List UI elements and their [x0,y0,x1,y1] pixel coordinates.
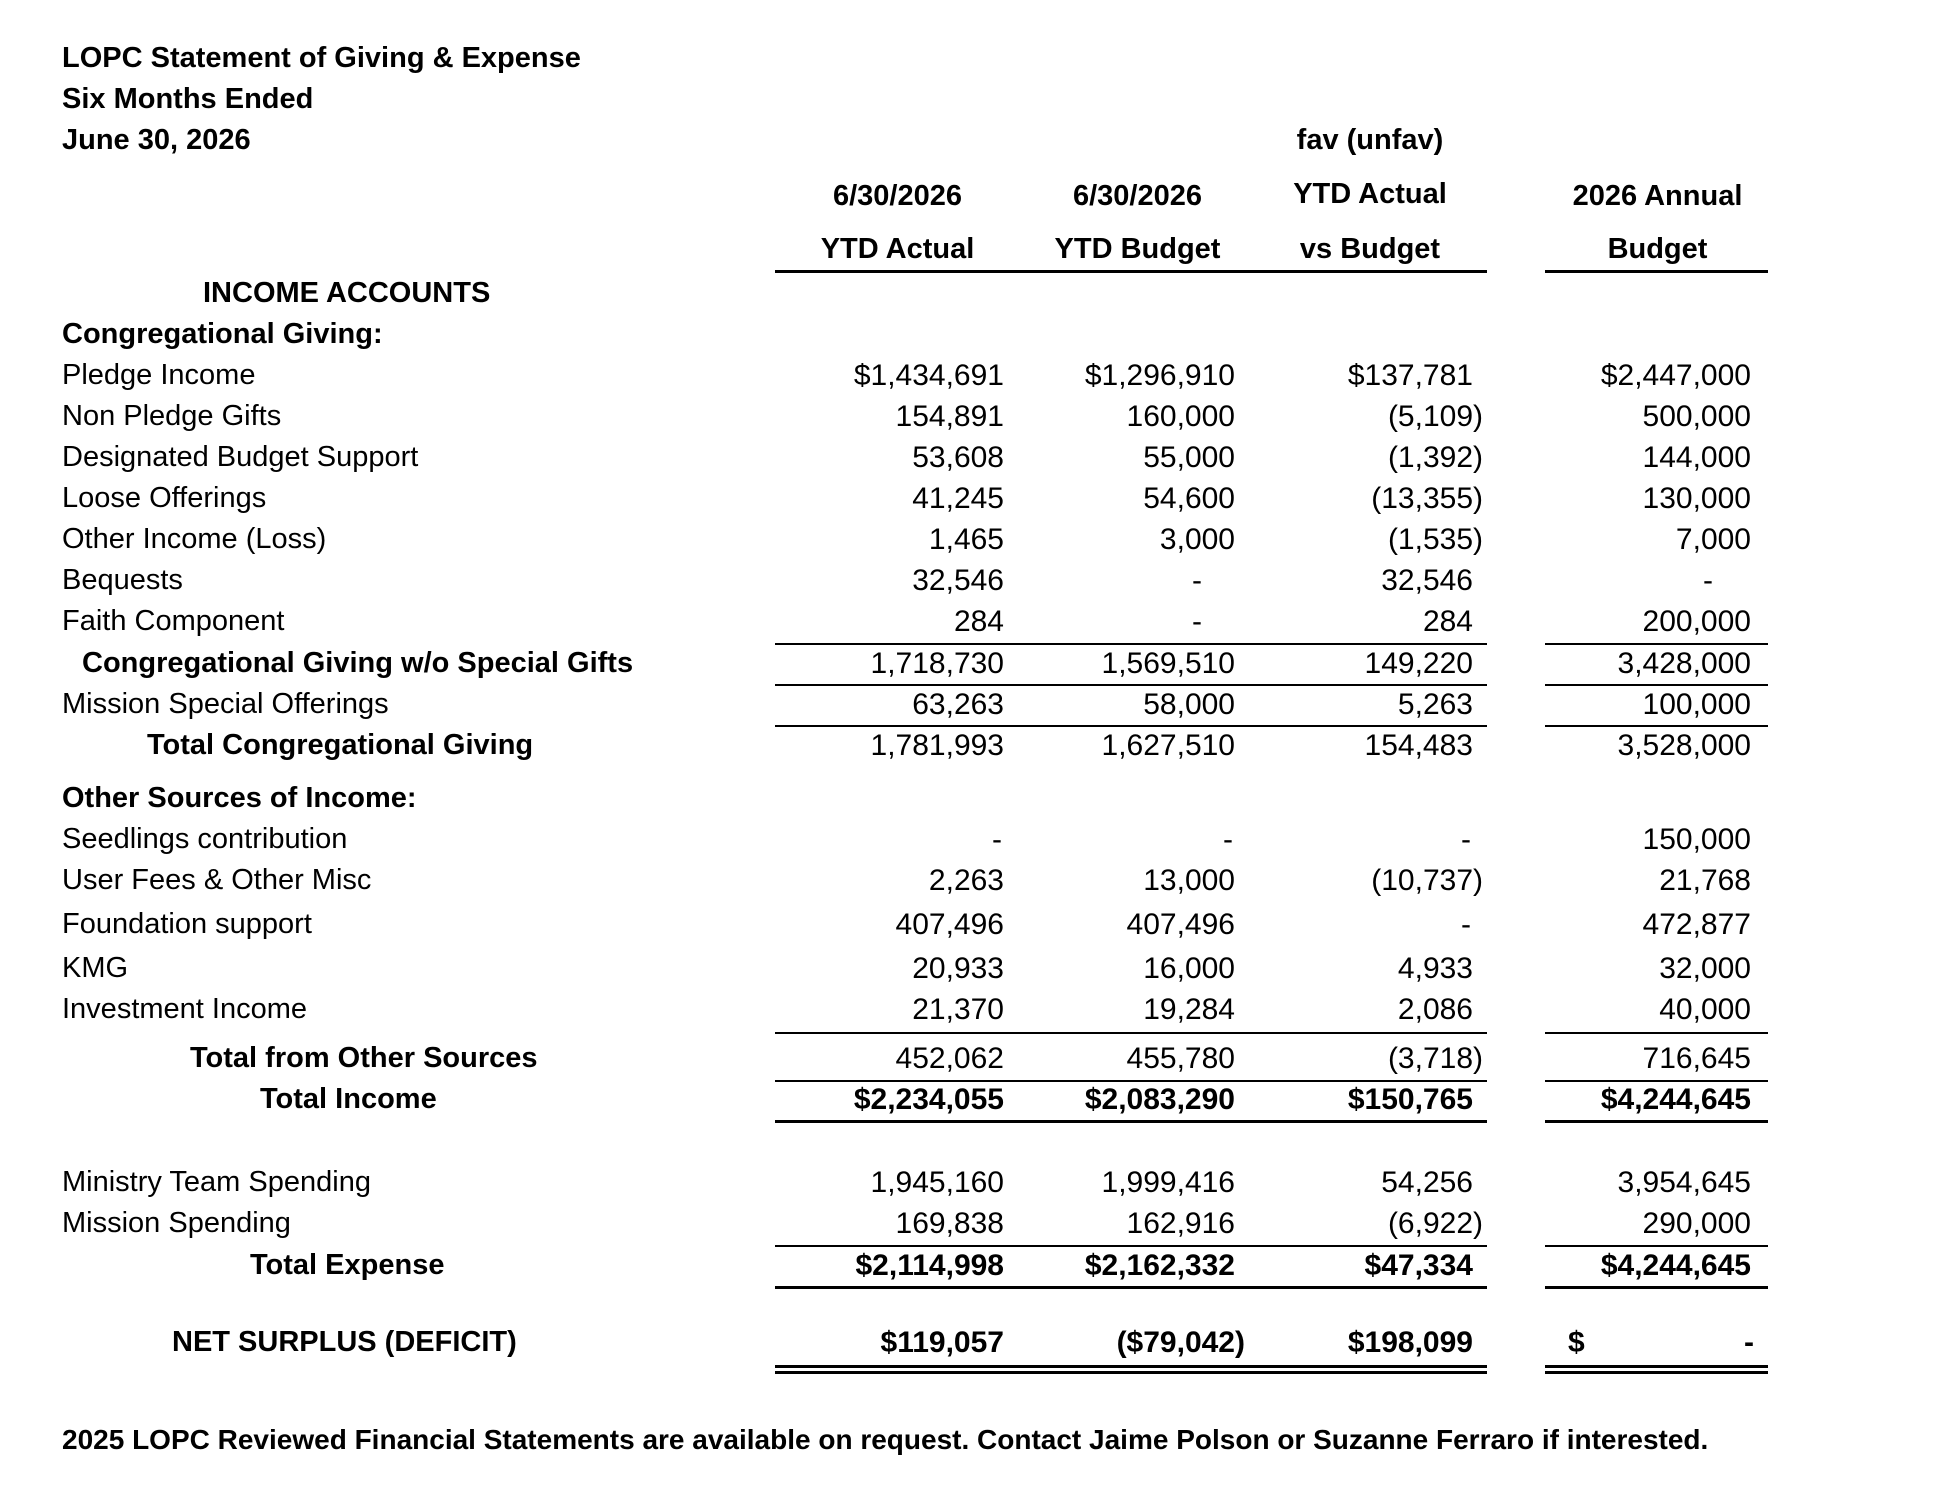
cell-ytd-budget: 162,916 [1126,1207,1235,1240]
statement-date: June 30, 2026 [62,124,251,156]
subtotal-variance: 149,220 [1364,647,1473,680]
cell-variance: 54,256 [1381,1166,1473,1199]
net-double-rule-bottom-main [775,1371,1487,1374]
cell-ytd-budget: 13,000 [1143,864,1235,897]
cell-annual-budget: 3,954,645 [1617,1166,1751,1199]
net-double-rule-top-main [775,1365,1487,1368]
net-double-rule-bottom-annual [1545,1371,1768,1374]
net-surplus-label: NET SURPLUS (DEFICIT) [172,1326,517,1358]
row-label: Investment Income [62,993,307,1025]
total-expense-ytd-budget: $2,162,332 [1084,1249,1235,1282]
congregational-giving-header: Congregational Giving: [62,318,383,350]
total-congregational-annual-budget: 3,528,000 [1617,729,1751,762]
cell-annual-budget: - [1703,564,1713,597]
total-other-ytd-actual: 452,062 [895,1042,1004,1075]
col4-header-line3: Budget [1607,233,1708,265]
mission-ytd-actual: 63,263 [912,688,1004,721]
row-label: Ministry Team Spending [62,1166,371,1198]
cell-ytd-budget: - [1223,823,1233,856]
cell-variance: $137,781 [1347,359,1473,392]
row-label: User Fees & Other Misc [62,864,372,896]
cell-variance: (1,535) [1387,523,1483,556]
total-expense-label: Total Expense [250,1249,445,1281]
cell-variance: - [1461,908,1471,941]
cell-ytd-actual: 1,465 [928,523,1004,556]
expense-bottom-rule-main [775,1286,1487,1289]
col4-header-line2: 2026 Annual [1572,180,1743,212]
cell-variance: (13,355) [1371,482,1483,515]
cell-ytd-budget: 3,000 [1159,523,1235,556]
cell-ytd-actual: 154,891 [895,400,1004,433]
total-congregational-label: Total Congregational Giving [147,729,534,761]
cell-ytd-actual: 2,263 [928,864,1004,897]
subtotal-annual-budget: 3,428,000 [1617,647,1751,680]
cell-ytd-actual: 20,933 [912,952,1004,985]
subtotal-ytd-actual: 1,718,730 [870,647,1004,680]
total-congregational-rule-main [775,725,1487,727]
cell-variance: (10,737) [1371,864,1483,897]
col2-header-line2: 6/30/2026 [1072,180,1202,212]
net-ytd-actual: $119,057 [880,1326,1004,1359]
total-congregational-ytd-budget: 1,627,510 [1101,729,1235,762]
row-label: Designated Budget Support [62,441,419,473]
total-expense-annual-budget: $4,244,645 [1600,1249,1751,1282]
cell-ytd-actual: 284 [953,605,1004,638]
total-expense-variance: $47,334 [1364,1249,1473,1282]
cell-ytd-actual: 169,838 [895,1207,1004,1240]
cell-ytd-actual: 21,370 [912,993,1004,1026]
col1-header-line3: YTD Actual [820,233,975,265]
net-annual-budget: - [1744,1326,1754,1359]
mission-rule-annual [1545,684,1768,686]
cell-ytd-actual: 32,546 [912,564,1004,597]
net-annual-currency: $ [1568,1326,1585,1359]
row-label: Non Pledge Gifts [62,400,282,432]
statement-period: Six Months Ended [62,83,314,115]
cell-variance: (6,922) [1387,1207,1483,1240]
net-ytd-budget: ($79,042) [1116,1326,1245,1359]
cell-annual-budget: $2,447,000 [1600,359,1751,392]
mission-rule-main [775,684,1487,686]
total-expense-rule-annual [1545,1245,1768,1247]
total-other-ytd-budget: 455,780 [1126,1042,1235,1075]
income-bottom-rule-main [775,1120,1487,1123]
cell-variance: 284 [1422,605,1473,638]
col3-header-line2: YTD Actual [1293,178,1447,210]
statement-title: LOPC Statement of Giving & Expense [62,42,581,74]
cell-ytd-budget: 16,000 [1143,952,1235,985]
cell-ytd-actual: - [992,823,1002,856]
subtotal-label: Congregational Giving w/o Special Gifts [82,647,634,679]
cell-annual-budget: 200,000 [1642,605,1751,638]
row-label: Other Income (Loss) [62,523,327,555]
mission-variance: 5,263 [1397,688,1473,721]
cell-annual-budget: 472,877 [1642,908,1751,941]
total-income-ytd-actual: $2,234,055 [853,1083,1004,1116]
cell-ytd-budget: 1,999,416 [1101,1166,1235,1199]
net-variance: $198,099 [1347,1326,1473,1359]
cell-ytd-budget: - [1192,605,1202,638]
cell-annual-budget: 500,000 [1642,400,1751,433]
row-label: KMG [62,952,129,984]
cell-ytd-budget: 160,000 [1126,400,1235,433]
cell-variance: 4,933 [1397,952,1473,985]
total-congregational-ytd-actual: 1,781,993 [870,729,1004,762]
other-total-rule-main [775,1032,1487,1034]
total-expense-rule-main [775,1245,1487,1247]
row-label: Pledge Income [62,359,256,391]
cell-ytd-budget: 55,000 [1143,441,1235,474]
total-income-annual-budget: $4,244,645 [1600,1083,1751,1116]
mission-annual-budget: 100,000 [1642,688,1751,721]
other-sources-header: Other Sources of Income: [62,782,417,814]
subtotal-rule-main [775,643,1487,645]
total-other-sources-label: Total from Other Sources [190,1042,538,1074]
subtotal-ytd-budget: 1,569,510 [1101,647,1235,680]
cell-variance: (5,109) [1387,400,1483,433]
header-rule-annual [1545,270,1768,273]
cell-ytd-actual: 53,608 [912,441,1004,474]
total-income-variance: $150,765 [1347,1083,1473,1116]
cell-ytd-actual: 1,945,160 [870,1166,1004,1199]
mission-ytd-budget: 58,000 [1143,688,1235,721]
total-income-rule-annual [1545,1080,1768,1082]
cell-ytd-actual: 407,496 [895,908,1004,941]
cell-annual-budget: 32,000 [1659,952,1751,985]
row-label: Faith Component [62,605,285,637]
cell-ytd-budget: 54,600 [1143,482,1235,515]
income-bottom-rule-annual [1545,1120,1768,1123]
row-label: Bequests [62,564,183,596]
cell-variance: (1,392) [1387,441,1483,474]
total-expense-ytd-actual: $2,114,998 [855,1249,1004,1282]
cell-ytd-actual: $1,434,691 [853,359,1004,392]
header-rule-main [775,270,1487,273]
col1-header-line2: 6/30/2026 [832,180,962,212]
col3-header-line1: fav (unfav) [1296,124,1444,156]
income-accounts-header: INCOME ACCOUNTS [203,277,491,309]
cell-annual-budget: 130,000 [1642,482,1751,515]
cell-ytd-budget: 407,496 [1126,908,1235,941]
total-other-variance: (3,718) [1387,1042,1483,1075]
col2-header-line3: YTD Budget [1054,233,1221,265]
row-label: Seedlings contribution [62,823,348,855]
cell-ytd-budget: - [1192,564,1202,597]
expense-bottom-rule-annual [1545,1286,1768,1289]
row-label: Loose Offerings [62,482,267,514]
total-income-label: Total Income [260,1083,437,1115]
subtotal-rule-annual [1545,643,1768,645]
cell-variance: 2,086 [1397,993,1473,1026]
mission-offerings-label: Mission Special Offerings [62,688,389,720]
cell-annual-budget: 40,000 [1659,993,1751,1026]
row-label: Mission Spending [62,1207,291,1239]
total-congregational-variance: 154,483 [1364,729,1473,762]
cell-ytd-budget: 19,284 [1143,993,1235,1026]
col3-header-line3: vs Budget [1299,233,1441,265]
cell-ytd-budget: $1,296,910 [1084,359,1235,392]
cell-annual-budget: 290,000 [1642,1207,1751,1240]
total-income-ytd-budget: $2,083,290 [1084,1083,1235,1116]
cell-annual-budget: 21,768 [1659,864,1751,897]
cell-variance: - [1461,823,1471,856]
other-total-rule-annual [1545,1032,1768,1034]
cell-annual-budget: 7,000 [1675,523,1751,556]
cell-variance: 32,546 [1381,564,1473,597]
footer-note: 2025 LOPC Reviewed Financial Statements are available on request. Contact Jaime Polson or Suzanne Ferraro if interested. [62,1424,1709,1455]
cell-annual-budget: 150,000 [1642,823,1751,856]
total-other-annual-budget: 716,645 [1642,1042,1751,1075]
total-congregational-rule-annual [1545,725,1768,727]
cell-ytd-actual: 41,245 [912,482,1004,515]
total-income-rule-main [775,1080,1487,1082]
cell-annual-budget: 144,000 [1642,441,1751,474]
row-label: Foundation support [62,908,312,940]
net-double-rule-top-annual [1545,1365,1768,1368]
